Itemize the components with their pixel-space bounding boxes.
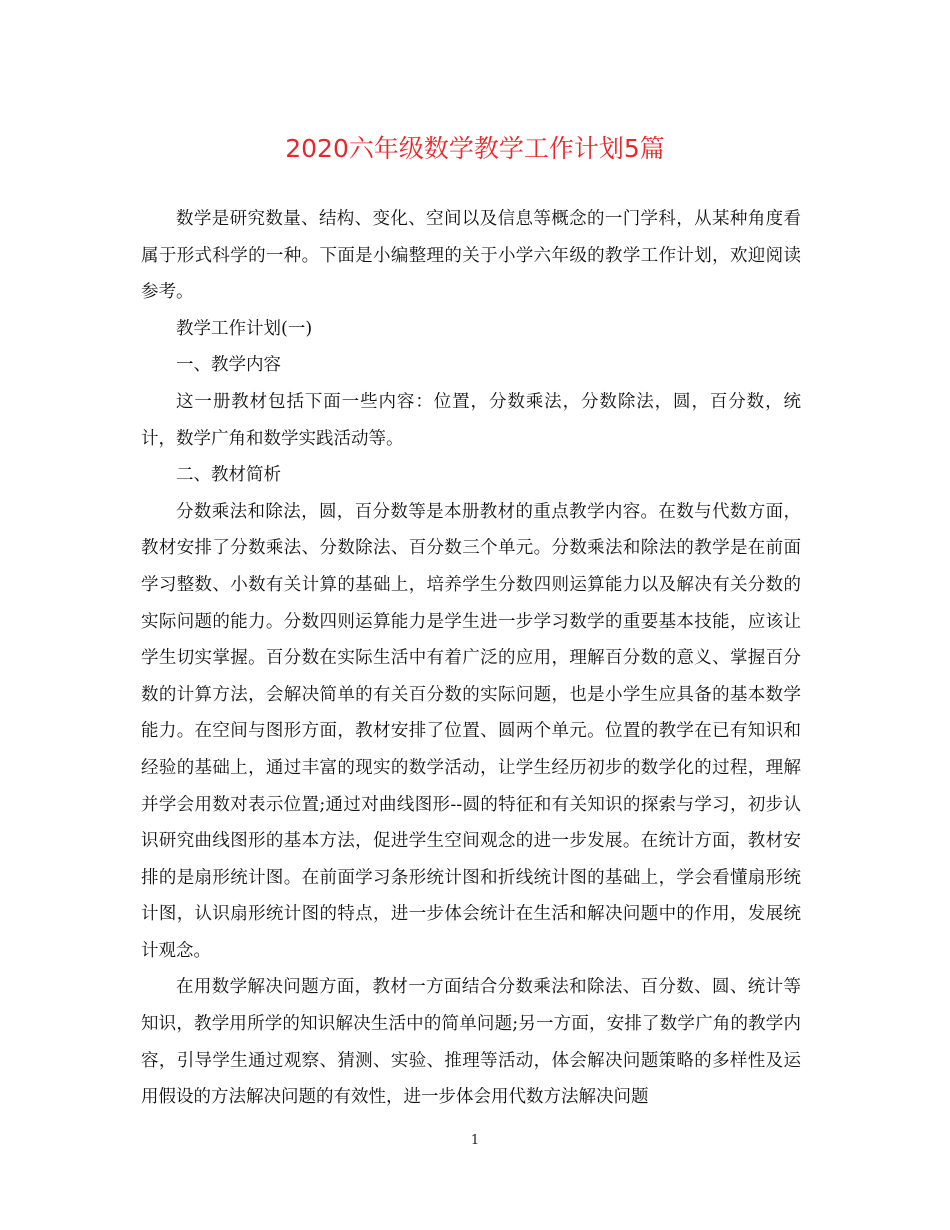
analysis-paragraph: 分数乘法和除法，圆，百分数等是本册教材的重点教学内容。在数与代数方面，教材安排了分数乘法、分数除法、百分数三个单元。分数乘法和除法的教学是在前面学习整数、小数有关计算的基础上，培养学生分数四则运算能力以及解决有关分数的实际问题的能力。分数四则运算能力是学生进一步学习数学的重要基本技能，应该让学生切实掌握。百分数在实际生活中有着广泛的应用，理解百分数的意义、掌握百分数的计算方法，会解决简单的有关百分数的实际问题，也是小学生应具备的基本数学能力。在空间与图形方面，教材安排了位置、圆两个单元。位置的教学在已有知识和经验的基础上，通过丰富的现实的数学活动，让学生经历初步的数学化的过程，理解并学会用数对表示位置;通过对曲线图形--圆的特征和有关知识的探索与学习，初步认识研究曲线图形的基本方法，促进学生空间观念的进一步发展。在统计方面，教材安排的是扇形统计图。在前面学习条形统计图和折线统计图的基础上，学会看懂扇形统计图，认识扇形统计图的特点，进一步体会统计在生活和解决问题中的作用，发展统计观念。 [141,501,801,961]
page-number: 1 [470,1133,480,1148]
section-heading-textbook-analysis: 二、教材简析 [176,465,281,486]
document-title: 2020六年级数学教学工作计划5篇 [285,134,665,163]
section-heading-teaching-content: 一、教学内容 [176,355,281,376]
content-paragraph: 这一册教材包括下面一些内容：位置，分数乘法，分数除法，圆，百分数，统计，数学广角和数学实践活动等。 [141,391,801,449]
section-heading-plan-one: 教学工作计划(一) [176,318,313,339]
problem-solving-paragraph: 在用数学解决问题方面，教材一方面结合分数乘法和除法、百分数、圆、统计等知识，教学用所学的知识解决生活中的简单问题;另一方面，安排了数学广角的教学内容，引导学生通过观察、猜测、实验、推理等活动，体会解决问题策略的多样性及运用假设的方法解决问题的有效性，进一步体会用代数方法解决问题 [141,977,801,1108]
intro-paragraph: 数学是研究数量、结构、变化、空间以及信息等概念的一门学科，从某种角度看属于形式科学的一种。下面是小编整理的关于小学六年级的教学工作计划，欢迎阅读参考。 [141,209,801,303]
document-body [141,201,801,1116]
